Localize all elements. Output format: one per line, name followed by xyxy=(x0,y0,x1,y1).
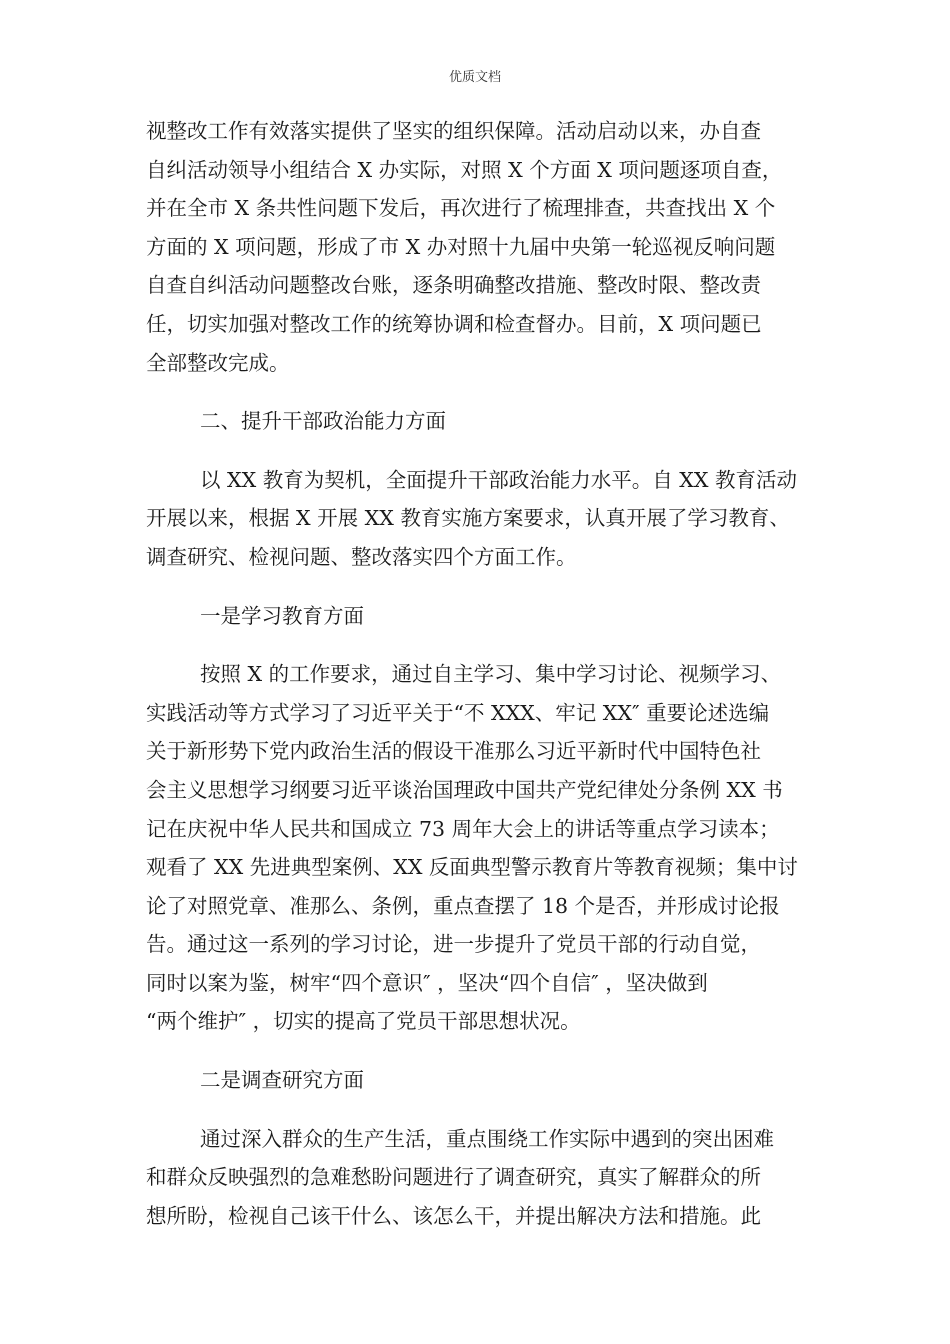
text-line: 想所盼，检视自己该干什么、该怎么干，并提出解决方法和措施。此 xyxy=(146,1203,761,1228)
section-heading-research xyxy=(146,1061,808,1100)
text-line: 观看了 XX 先进典型案例、XX 反面典型警示教育片等教育视频；集中讨 xyxy=(146,855,798,880)
paragraph-study-details xyxy=(146,655,808,1041)
text-line: 按照 X 的工作要求，通过自主学习、集中学习讨论、视频学习、 xyxy=(200,662,782,687)
section-heading-political-ability xyxy=(146,402,808,441)
text-line: 调查研究、检视问题、整改落实四个方面工作。 xyxy=(146,544,577,569)
document-body xyxy=(146,112,808,1235)
text-line: 全部整改完成。 xyxy=(146,350,290,375)
heading-line: 二是调查研究方面 xyxy=(200,1068,364,1093)
text-line: 任，切实加强对整改工作的统筹协调和检查督办。目前，X 项问题已 xyxy=(146,311,762,336)
page-header: 优质文档 xyxy=(448,70,501,85)
text-line: 论了对照党章、准那么、条例，重点查摆了 18 个是否，并形成讨论报 xyxy=(146,893,780,918)
text-line: 同时以案为鉴，树牢“四个意识″ ，坚决“四个自信″ ，坚决做到 xyxy=(146,970,708,995)
paragraph-intro xyxy=(146,112,808,382)
text-line: 自查自纠活动问题整改台账，逐条明确整改措施、整改时限、整改责 xyxy=(146,273,761,298)
heading-line: 一是学习教育方面 xyxy=(200,603,364,628)
text-line: 记在庆祝中华人民共和国成立 73 周年大会上的讲话等重点学习读本； xyxy=(146,816,780,841)
text-line: 关于新形势下党内政治生活的假设干准那么习近平新时代中国特色社 xyxy=(146,739,761,764)
text-line: 并在全市 X 条共性问题下发后，再次进行了梳理排查，共查找出 X 个 xyxy=(146,196,776,221)
text-line: 告。通过这一系列的学习讨论，进一步提升了党员干部的行动自觉， xyxy=(146,932,761,957)
text-line: “两个维护″ ，切实的提高了党员干部思想状况。 xyxy=(146,1009,581,1034)
paragraph-education-opportunity xyxy=(146,461,808,577)
text-line: 以 XX 教育为契机，全面提升干部政治能力水平。自 XX 教育活动 xyxy=(200,467,797,492)
paragraph-research-details xyxy=(146,1120,808,1236)
text-line: 方面的 X 项问题，形成了市 X 办对照十九届中央第一轮巡视反响问题 xyxy=(146,234,776,259)
text-line: 通过深入群众的生产生活，重点围绕工作实际中遇到的突出困难 xyxy=(200,1126,774,1151)
text-line: 实践活动等方式学习了习近平关于“不 XXX、牢记 XX″ 重要论述选编 xyxy=(146,700,770,725)
text-line: 会主义思想学习纲要习近平谈治国理政中国共产党纪律处分条例 XX 书 xyxy=(146,777,783,802)
text-line: 和群众反映强烈的急难愁盼问题进行了调查研究，真实了解群众的所 xyxy=(146,1165,761,1190)
text-line: 视整改工作有效落实提供了坚实的组织保障。活动启动以来，办自查 xyxy=(146,119,761,143)
text-line: 开展以来，根据 X 开展 XX 教育实施方案要求，认真开展了学习教育、 xyxy=(146,506,790,531)
heading-line: 二、提升干部政治能力方面 xyxy=(200,409,446,434)
text-line: 自纠活动领导小组结合 X 办实际，对照 X 个方面 X 项问题逐项自查， xyxy=(146,157,783,182)
section-heading-study-education xyxy=(146,597,808,636)
